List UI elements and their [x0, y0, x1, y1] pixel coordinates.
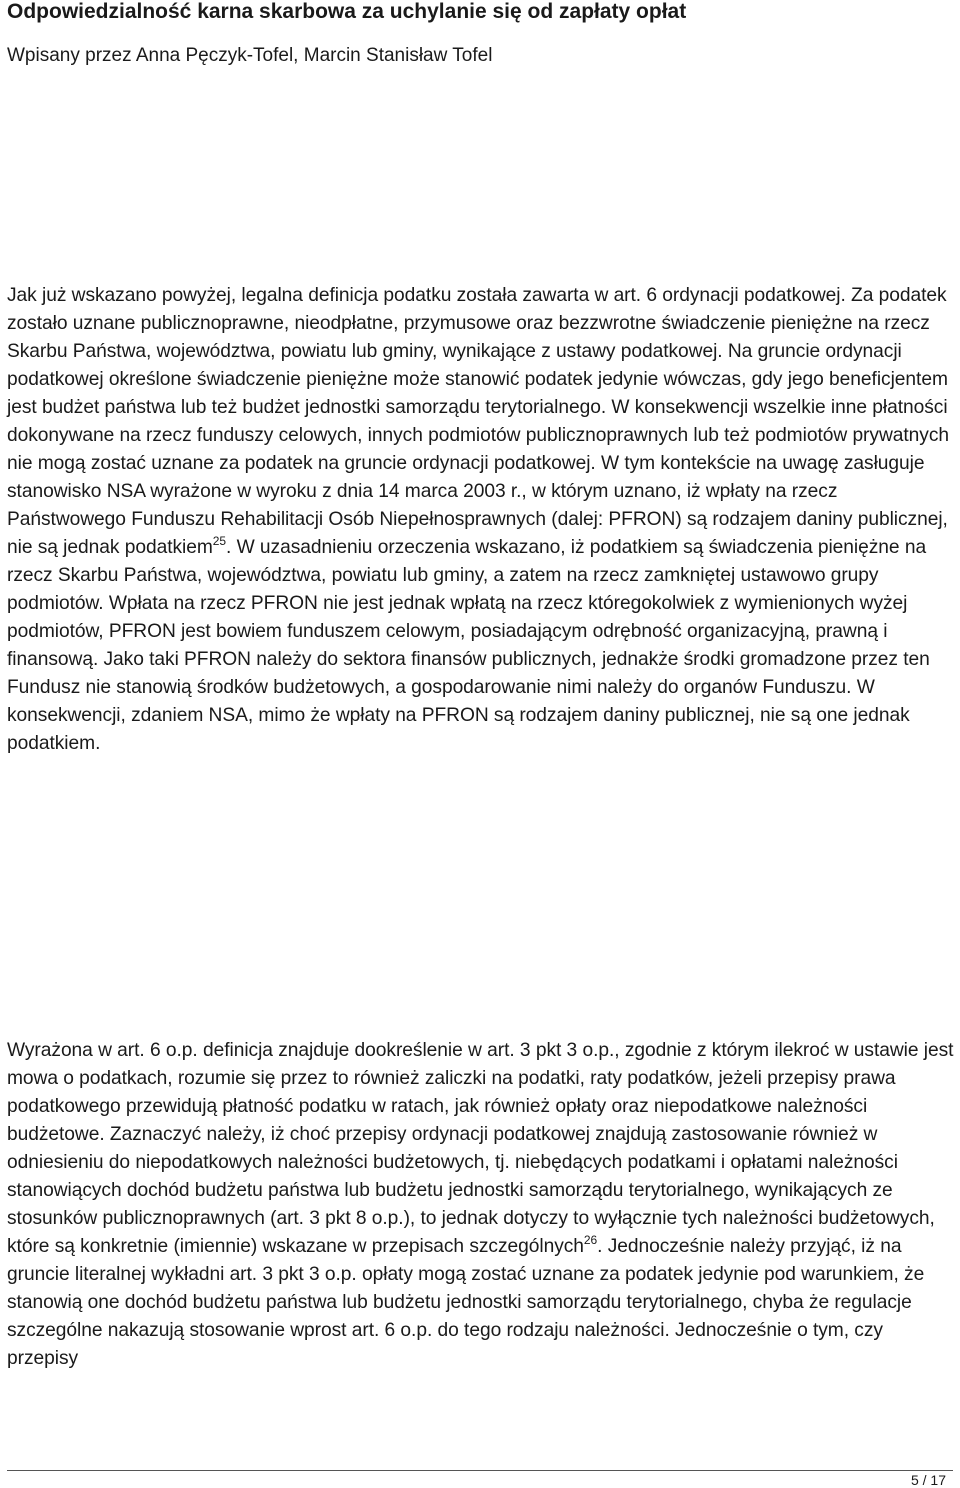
- body-paragraph-2: [7, 1037, 955, 1373]
- paragraph-text: Wyrażona w art. 6 o.p. definicja znajduje dookreślenie w art. 3 pkt 3 o.p., zgodnie z którym ilekroć w ustawie jest mowa o podatkach, rozumie się przez to również zaliczki na podatki, raty podatków, jeżeli przepisy prawa podatkowego przewidują płatność podatku w ratach, jak również opłaty oraz niepodatkowe należności budżetowe. Zaznaczyć należy, iż choć przepisy ordynacji podatkowej znajdują zastosowanie również w odniesieniu do niepodatkowych należności budżetowych, tj. niebędących podatkami i opłatami należności stanowiących dochód budżetu państwa lub budżetu jednostki samorządu terytorialnego, wynikających ze stosunków publicznoprawnych (art. 3 pkt 8 o.p.), to jednak dotyczy to wyłącznie tych należności budżetowych, które są konkretnie (imiennie) wskazane w przepisach szczególnych: [7, 1040, 954, 1257]
- footnote-reference-26[interactable]: 26: [583, 1233, 598, 1247]
- paragraph-text: Jak już wskazano powyżej, legalna definicja podatku została zawarta w art. 6 ordynacji podatkowej. Za podatek zostało uznane publicznoprawne, nieodpłatne, przymusowe oraz bezzwrotne świadczenie pieniężne na rzecz Skarbu Państwa, województwa, powiatu lub gminy, wynikające z ustawy podatkowej. Na gruncie ordynacji podatkowej określone świadczenie pieniężne może stanowić podatek jedynie wówczas, gdy jego beneficjentem jest budżet państwa lub też budżet jednostki samorządu terytorialnego. W konsekwencji wszelkie inne płatności dokonywane na rzecz funduszy celowych, innych podmiotów publicznoprawnych lub też podmiotów prywatnych nie mogą zostać uznane za podatek na gruncie ordynacji podatkowej. W tym kontekście na uwagę zasługuje stanowisko NSA wyrażone w wyroku z dnia 14 marca 2003 r., w którym uznano, iż wpłaty na rzecz Państwowego Funduszu Rehabilitacji Osób Niepełnosprawnych (dalej: PFRON) są rodzajem daniny publicznej, nie są jednak podatkiem: [7, 285, 949, 558]
- footnote-reference-25[interactable]: 25: [212, 534, 227, 548]
- author-byline: Wpisany przez Anna Pęczyk-Tofel, Marcin Stanisław Tofel: [7, 45, 493, 66]
- paragraph-text: . Jednocześnie należy przyjąć, iż na gruncie literalnej wykładni art. 3 pkt 3 o.p. opłaty mogą zostać uznane za podatek jedynie pod warunkiem, że stanowią one dochód budżetu państwa lub budżetu jednostki samorządu terytorialnego, chyba że regulacje szczególne nakazują stosowanie wprost art. 6 o.p. do tego rodzaju należności. Jednocześnie o tym, czy przepisy: [7, 1236, 925, 1369]
- footer-divider: [7, 1470, 953, 1471]
- paragraph-text: . W uzasadnieniu orzeczenia wskazano, iż podatkiem są świadczenia pieniężne na rzecz Skarbu Państwa, województwa, powiatu lub gminy, a zatem na rzecz zamkniętej ustawowo grupy podmiotów. Wpłata na rzecz PFRON nie jest jednak wpłatą na rzecz któregokolwiek z wymienionych wyżej podmiotów, PFRON jest bowiem funduszem celowym, posiadającym odrębność organizacyjną, prawną i finansową. Jako taki PFRON należy do sektora finansów publicznych, jednakże środki gromadzone przez ten Fundusz nie stanowią środków budżetowych, a gospodarowanie nimi należy do organów Funduszu. W konsekwencji, zdaniem NSA, mimo że wpłaty na PFRON są rodzajem daniny publicznej, nie są one jednak podatkiem.: [7, 537, 930, 754]
- page-number: 5 / 17: [910, 1472, 946, 1488]
- body-paragraph-1: [7, 282, 955, 758]
- page-title: Odpowiedzialność karna skarbowa za uchylanie się od zapłaty opłat: [7, 0, 687, 23]
